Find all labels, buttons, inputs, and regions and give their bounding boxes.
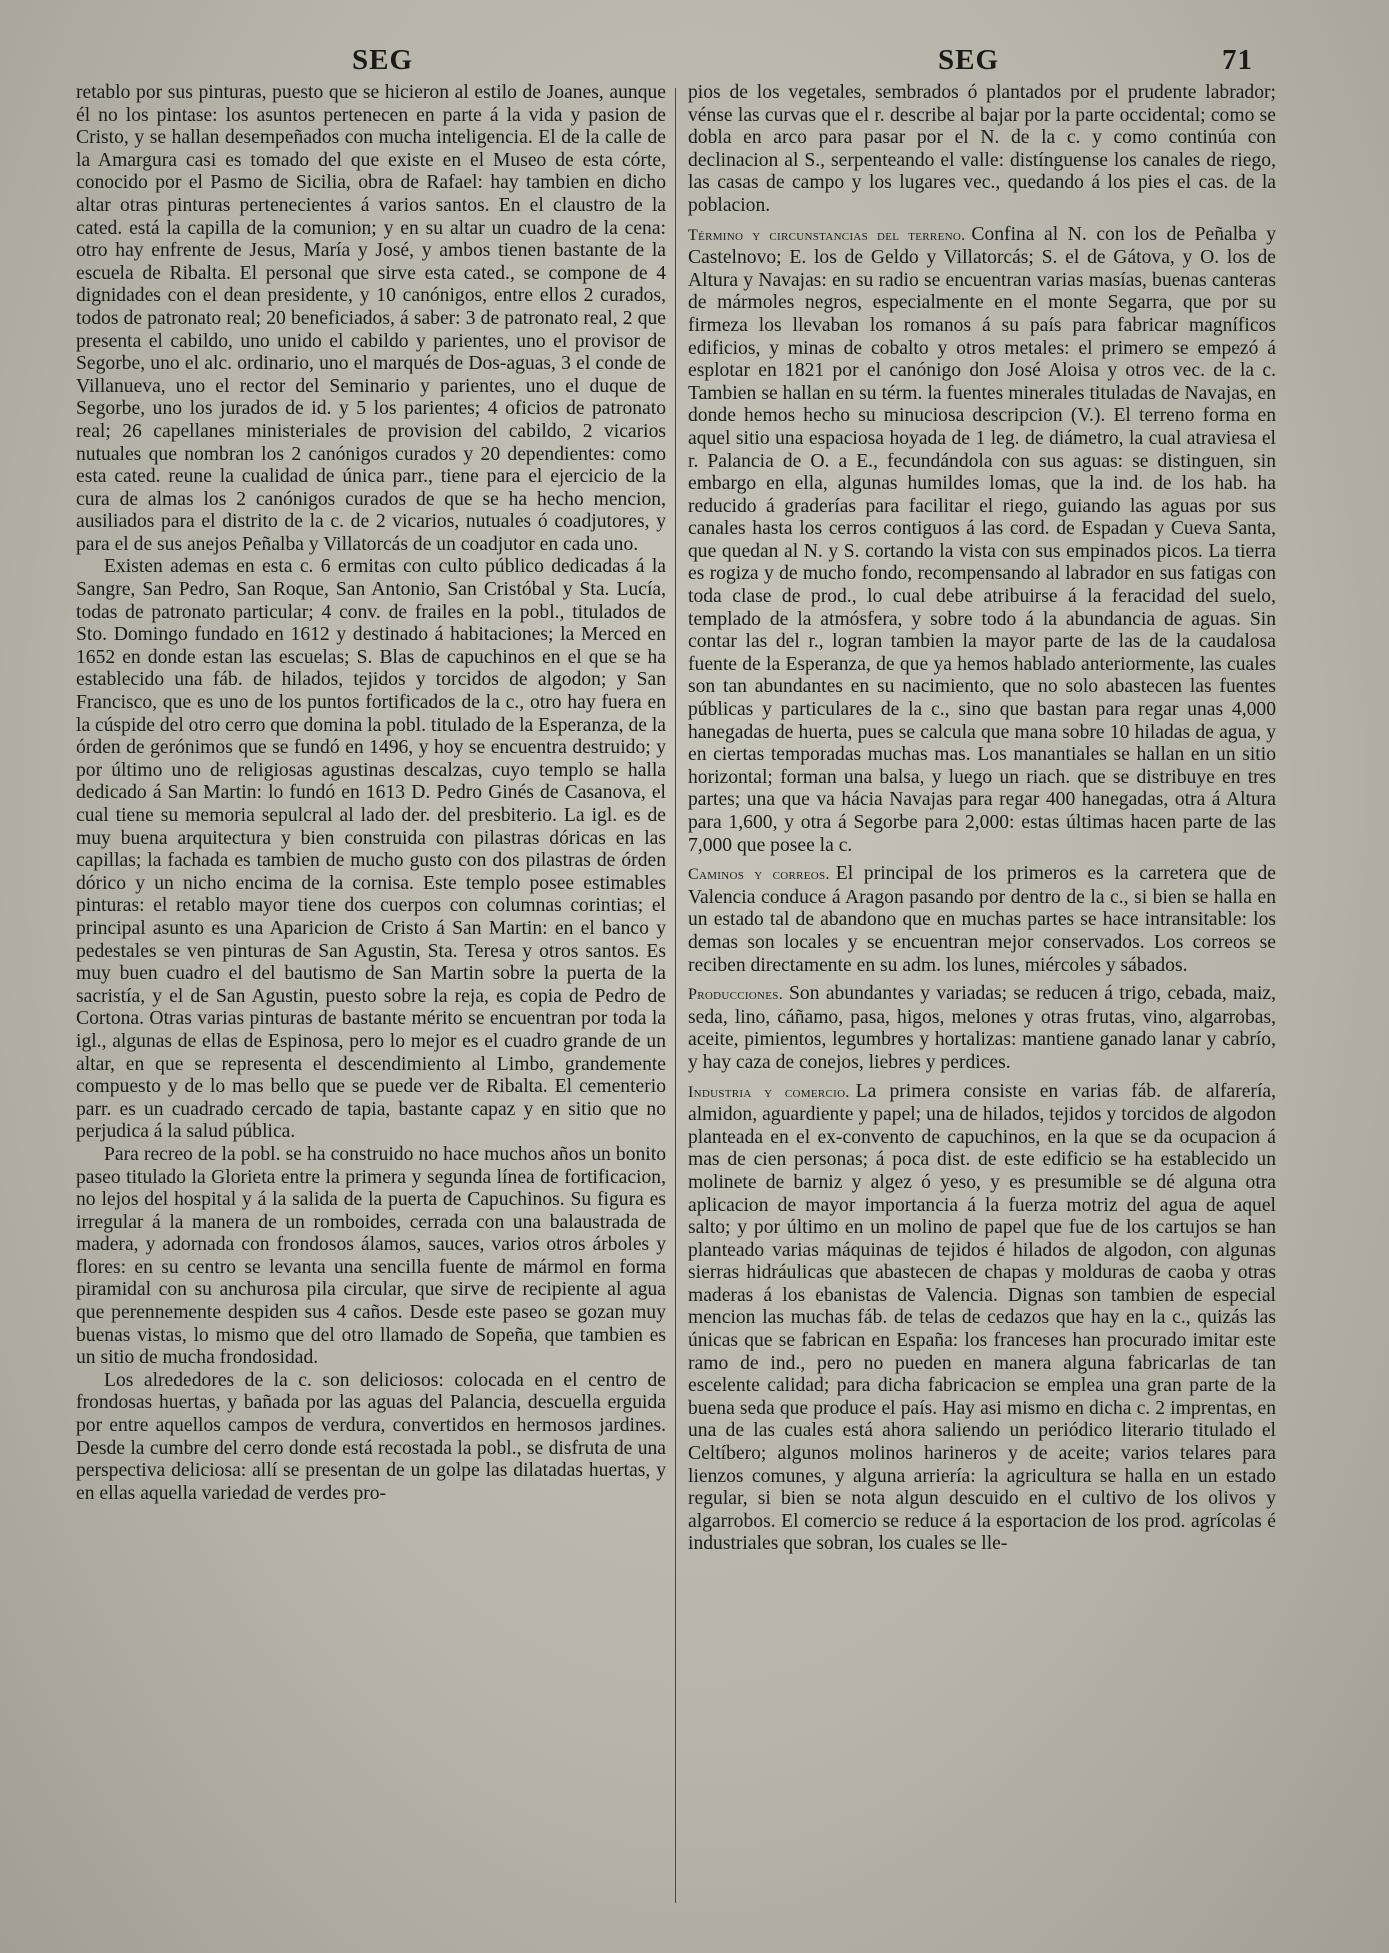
left-header-word: SEG bbox=[352, 44, 414, 76]
section-text: Son abundantes y variadas; se reducen á trigo, cebada, maiz, seda, lino, cáñamo, pasa, higos, melones y otras frutas, vino, algarrobas, aceite, pimientos, legumbres y hortalizas: mantiene ganado lanar y cabrío, y hay caza de conejos, liebres y perdices. bbox=[688, 983, 1276, 1073]
right-column bbox=[688, 82, 1276, 1556]
paragraph: retablo por sus pinturas, puesto que se hicieron al estilo de Joanes, aunque él no los pintase: los asuntos pertenecen en parte á la vida y pasion de Cristo, y se hallan desempeñados con mucha inteligencia. El de la calle de la Amargura casi es tomado del que existe en el Museo de esta córte, conocido por el Pasmo de Sicilia, obra de Rafael: hay tambien en dicho altar otras pinturas pertenecientes á varios santos. En el claustro de la cated. está la capilla de la comunion; y en su altar un cuadro de la cena: otro hay enfrente de Jesus, María y José, y ambos tienen bastante de la escuela de Ribalta. El personal que sirve esta cated., se compone de 4 dignidades con el dean presidente, y 10 canónigos, entre ellos 2 curados, todos de patronato real; 20 beneficiados, á saber: 3 de patronato real, 2 que presenta el cabildo, uno unido el cabildo y parientes, uno el provisor de Segorbe, uno el alc. ordinario, uno el marqués de Dos-aguas, 3 el conde de Villanueva, uno el rector del Seminario y parientes, uno el duque de Segorbe, uno los jurados de id. y 5 los parientes; 4 oficios de patronato real; 26 capellanes ministeriales de provision del cabildo, 2 vicarios nutuales que nombran los 2 canónigos curados y 20 dependientes: como esta cated. reune la cualidad de única parr., tiene para el ejercicio de la cura de almas los 2 canónigos curados de que se ha hecho mencion, ausiliados para el distrito de la c. de 2 vicarios, nutuales ó coadjutores, y para el de sus anejos Peñalba y Villatorcás de un coadjutor en cada uno. bbox=[76, 82, 666, 555]
section-industria bbox=[688, 1081, 1276, 1556]
paragraph: Los alrededores de la c. son deliciosos: colocada en el centro de frondosas huertas, y bañada por las aguas del Palancia, descuella erguida por entre aquellos campos de verdura, convertidos en hermosos jardines. Desde la cumbre del cerro donde está recostada la pobl., se disfruta de una perspectiva deliciosa: allí se presentan de un golpe las dilatadas huertas, y en ellas aquella variedad de verdes pro- bbox=[76, 1369, 666, 1504]
column-divider bbox=[675, 88, 676, 1903]
paragraph: Para recreo de la pobl. se ha construido no hace muchos años un bonito paseo titulado la Glorieta entre la primera y segunda línea de fortificacion, no lejos del hospital y á la salida de la puerta de Capuchinos. Su figura es irregular á la manera de un romboides, cerrada con una balaustrada de madera, y adornada con frondosos álamos, sauces, varios otros árboles y flores: en su centro se levanta una sencilla fuente de mármol en forma piramidal con su anchurosa pila circular, que sirve de recipiente al agua que perennemente despiden sus 4 caños. Desde este paseo se gozan muy buenas vistas, lo mismo que del otro llamado de Sopeña, que tambien es un sitio de mucha frondosidad. bbox=[76, 1143, 666, 1369]
left-column bbox=[76, 82, 666, 1505]
section-heading: Producciones. bbox=[688, 986, 784, 1004]
section-producciones bbox=[688, 983, 1276, 1074]
paragraph: pios de los vegetales, sembrados ó plantados por el prudente labrador; vénse las curvas que el r. describe al bajar por la parte occidental; como se dobla en arco para pasar por el N. de la c. y como continúa con declinacion al S., serpenteando el valle: distínguense los canales de riego, las casas de campo y los lugares vec., quedando á los pies el cas. de la poblacion. bbox=[688, 82, 1276, 216]
section-caminos bbox=[688, 863, 1276, 977]
right-header-word: SEG bbox=[938, 44, 1000, 76]
section-heading: Industria y comercio. bbox=[688, 1083, 850, 1101]
section-text: La primera consiste en varias fáb. de alfarería, almidon, aguardiente y papel; una de hilados, tejidos y torcidos de algodon planteada en el ex-convento de capuchinos, en la que se da ocupacion á mas de cien personas; á poca dist. de este edificio se ha establecido un molinete de barniz y algez ó yeso, y es presumible se dé alguna otra aplicacion de mayor importancia á la fuerza motriz del agua de aquel salto; y por último en un molino de papel que fue de los cartujos se han planteado varias máquinas de tejidos é hilados de algodon, con algunas sierras hidráulicas que abastecen de chapas y molduras de caoba y otras maderas á los ebanistas de Valencia. Dignas son tambien de especial mencion las muchas fáb. de telas de cedazos que hay en la c., quizás las únicas que se fabrican en España: los franceses han procurado imitar este ramo de ind., pero no pueden en manera alguna fabricarlas de tan escelente calidad; para dicha fabricacion se emplea una gran parte de la buena seda que produce el país. Hay asi mismo en dicha c. 2 imprentas, en una de las cuales está ahora saliendo un periódico literario titulado el Celtíbero; algunos molinos harineros y de aceite; varios telares para lienzos comunes, y alguna arriería: la agricultura se halla en un estado regular, si bien se nota algun descuido en el cultivo de los olivos y algarrobos. El comercio se reduce á la esportacion de los prod. agrícolas é industriales que sobran, los cuales se lle- bbox=[688, 1080, 1276, 1555]
section-heading: Término y circunstancias del terreno. bbox=[688, 226, 966, 244]
section-text: Confina al N. con los de Peñalba y Castelnovo; E. los de Geldo y Villatorcás; S. el de Gátova, y O. los de Altura y Navajas: en su radio se encuentran varias masías, buenas canteras de mármoles negros, especialmente en el monte Segarra, que por su firmeza los llevaban los romanos á su país para fabricar magníficos edificios, y minas de cobalto y otros metales: el primero se empezó á esplotar en 1821 por el canónigo don José Aloisa y otros vec. de la c. Tambien se hallan en su térm. la fuentes minerales tituladas de Navajas, en donde hemos hecho su minuciosa descripcion (V.). El terreno forma en aquel sitio una espaciosa hoyada de 1 leg. de diámetro, la cual atraviesa el r. Palancia de O. a E., fecundándola con sus aguas: se distinguen, sin embargo en ella, algunas humildes lomas, que la ind. de los hab. ha reducido á graderías para facilitar el riego, guiando las aguas por sus canales hasta los cerros contiguos á las cord. de Espadan y Cueva Santa, que quedan al N. y S. cortando la vista con sus empinados picos. La tierra es rogiza y de mucho fondo, recompensando al labrador en sus fatigas con toda clase de prod., lo cual debe atribuirse á la feracidad del suelo, templado de la atmósfera, y sobre todo á la abundancia de aguas. Sin contar las del r., logran tambien la mayor parte de las de la caudalosa fuente de la Esperanza, de que ya hemos hablado anteriormente, las cuales son tan abundantes en su nacimiento, que no solo abastecen las fuentes públicas y particulares de la c., sino que bastan para regar unas 4,000 hanegadas de huerta, pues se calcula que mana sobre 10 hiladas de agua, y en ciertas temporadas muchas mas. Los manantiales se hallan en un sitio horizontal; forman una balsa, y luego un riach. que se distribuye en tres partes; una que va hácia Navajas para regar 400 hanegadas, otra á Altura para 1,600, y otra á Segorbe para 2,000: estas últimas hacen parte de las 7,000 que posee la c. bbox=[688, 223, 1276, 856]
page-number: 71 bbox=[1222, 44, 1253, 76]
section-text: El principal de los primeros es la carretera que de Valencia conduce á Aragon pasando por dentro de la c., si bien se halla en un estado tal de abandono que en muchas partes se hace intransitable: los demas son locales y se encuentran mejor conservados. Los correos se reciben directamente en su adm. los lunes, miércoles y sábados. bbox=[688, 863, 1276, 976]
section-terreno bbox=[688, 224, 1276, 858]
paragraph: Existen ademas en esta c. 6 ermitas con culto público dedicadas á la Sangre, San Pedro, San Roque, San Antonio, San Cristóbal y Sta. Lucía, todas de patronato particular; 4 conv. de frailes en la pobl., titulados de Sto. Domingo fundado en 1612 y destinado á habitaciones; la Merced en 1652 en donde estan las escuelas; S. Blas de capuchinos en el que se ha establecido una fáb. de hilados, tejidos y torcidos de algodon; y San Francisco, que es uno de los puntos fortificados de la c., otro hay fuera en la cúspide del otro cerro que domina la pobl. titulado de la Esperanza, de la órden de gerónimos que se fundó en 1496, y hoy se encuentra destruido; y por último uno de religiosas agustinas descalzas, cuyo templo se halla dedicado á San Martin: lo fundó en 1613 D. Pedro Ginés de Casanova, el cual tiene su memoria sepulcral al lado der. del presbiterio. La igl. es de muy buena arquitectura y bien construida con pilastras dóricas en las capillas; la fachada es tambien de mucho gusto con dos pilastras de órden dórico y un nicho encima de la cornisa. Este templo posee estimables pinturas: el retablo mayor tiene dos cuerpos con columnas corintias; el principal asunto es una Aparicion de Cristo á San Martin: en el banco y pedestales se ven pinturas de San Agustin, Sta. Teresa y otros santos. Es muy buen cuadro el del bautismo de San Martin sobre la puerta de la sacristía, y el de San Agustin, puesto sobre la reja, es copia de Pedro de Cortona. Otras varias pinturas de bastante mérito se encuentran por toda la igl., algunas de ellas de Espinosa, pero lo mejor es el cuadro grande de un altar, en que se representa el descendimiento al Limbo, grandemente compuesto y de lo mas bello que se puede ver de Ribalta. El cementerio parr. es un cuadrado cercado de tapia, bastante capaz y en sitio que no perjudica á la salud pública. bbox=[76, 556, 666, 1143]
section-heading: Caminos y correos. bbox=[688, 866, 830, 884]
